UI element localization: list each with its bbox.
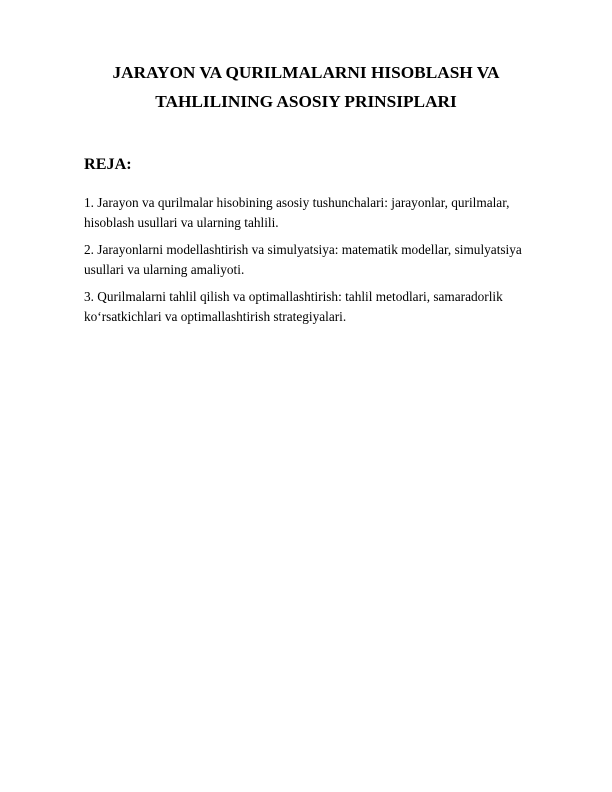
- plan-item-1-line-1: 1. Jarayon va qurilmalar hisobining asosiy tushunchalari: jarayonlar, qurilmalar,: [84, 195, 510, 210]
- plan-list: [84, 193, 544, 334]
- page-title: [60, 58, 552, 116]
- plan-item-3: [84, 287, 544, 327]
- plan-item-3-line-2: ko‘rsatkichlari va optimallashtirish strategiyalari.: [84, 309, 347, 324]
- plan-heading: REJA:: [84, 155, 132, 173]
- plan-item-1-line-2: hisoblash usullari va ularning tahlili.: [84, 215, 279, 230]
- plan-item-3-line-1: 3. Qurilmalarni tahlil qilish va optimallashtirish: tahlil metodlari, samaradorlik: [84, 289, 503, 304]
- page-title-line-2: TAHLILINING ASOSIY PRINSIPLARI: [155, 92, 457, 111]
- plan-item-2-line-2: usullari va ularning amaliyoti.: [84, 262, 245, 277]
- plan-item-2: [84, 240, 544, 280]
- plan-item-2-line-1: 2. Jarayonlarni modellashtirish va simulyatsiya: matematik modellar, simulyatsiya: [84, 242, 522, 257]
- page-title-line-1: JARAYON VA QURILMALARNI HISOBLASH VA: [112, 63, 500, 82]
- plan-item-1: [84, 193, 544, 233]
